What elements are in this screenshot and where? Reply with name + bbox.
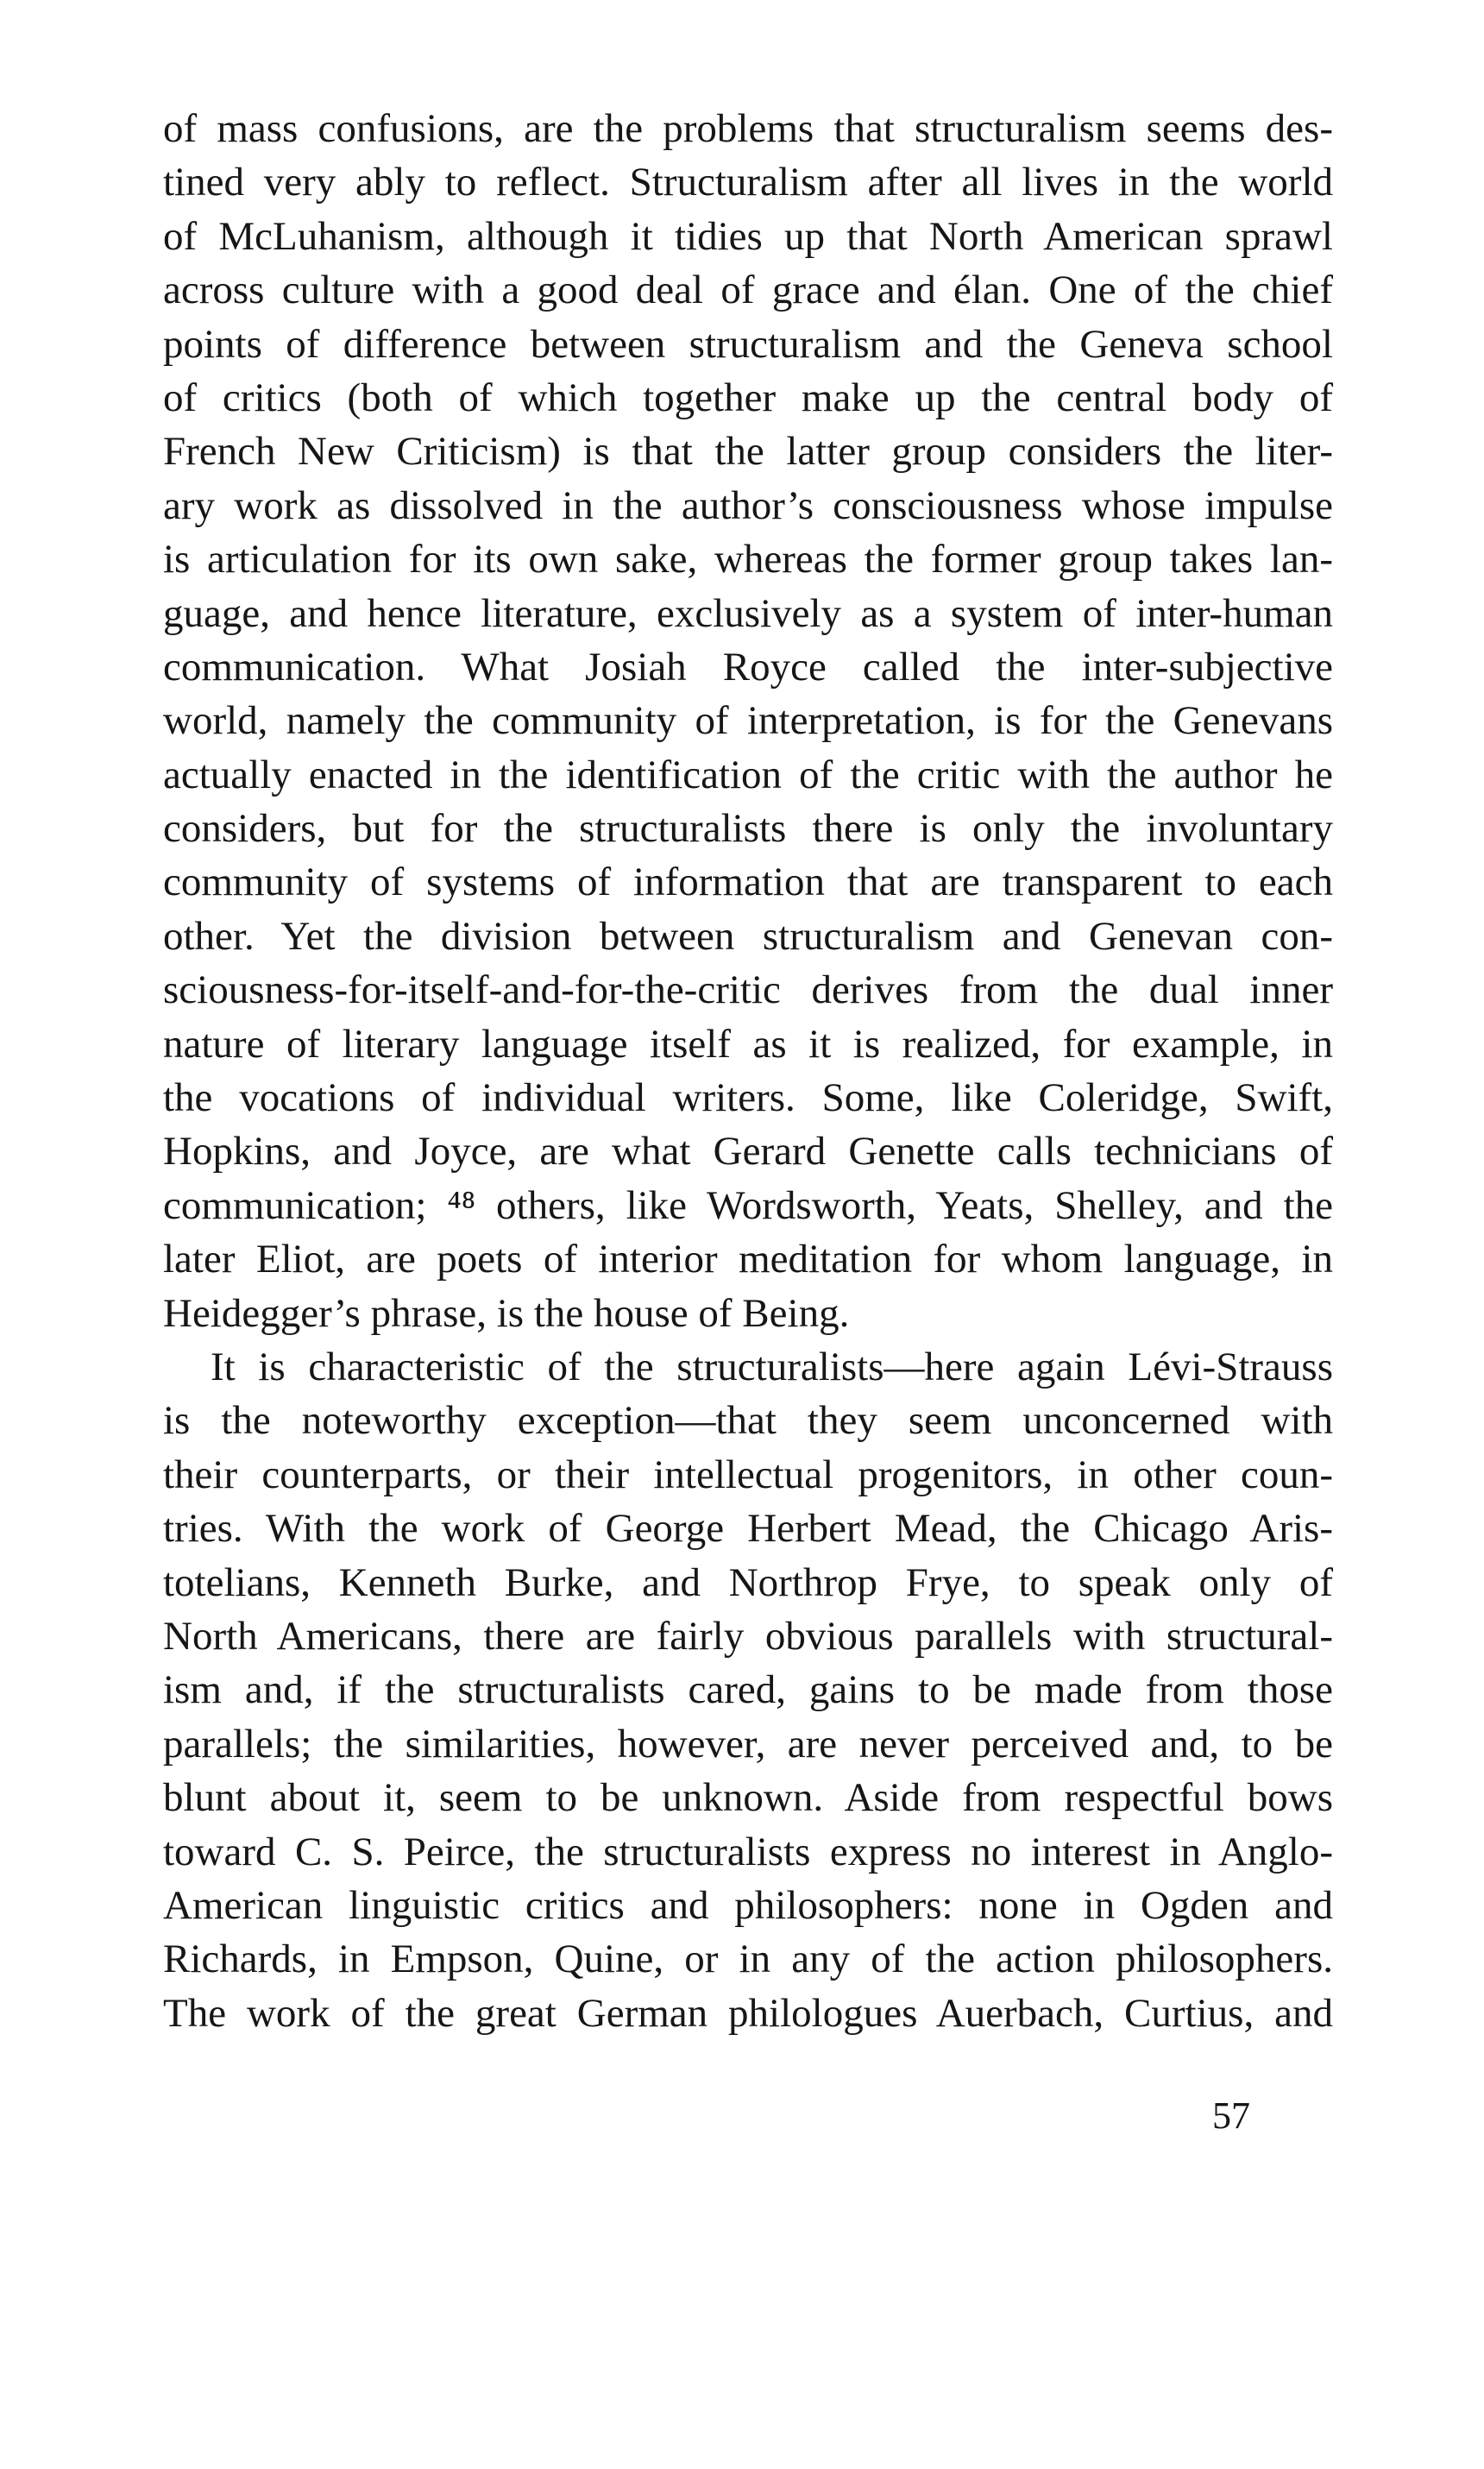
text-line: parallels; the similarities, however, are never perceived and, to be [163,1721,1333,1767]
text-line: American linguistic critics and philosophers: none in Ogden and [163,1882,1333,1928]
paragraph-2 [163,1340,1333,2040]
text-line: points of difference between structuralism and the Geneva school [163,321,1333,367]
text-line: guage, and hence literature, exclusively as a system of inter-human [163,590,1333,636]
text-line: North Americans, there are fairly obvious parallels with structural- [163,1613,1333,1659]
text-line: ary work as dissolved in the author’s consciousness whose impulse [163,482,1333,528]
text-line: nature of literary language itself as it is realized, for example, in [163,1021,1333,1067]
text-line: Hopkins, and Joyce, are what Gerard Genette calls technicians of [163,1129,1333,1175]
text-line: across culture with a good deal of grace and élan. One of the chief [163,268,1333,313]
text-line: of critics (both of which together make up the central body of [163,375,1333,420]
text-line: sciousness-for-itself-and-for-the-critic derives from the dual inner [163,967,1333,1013]
text-line: communication; ⁴⁸ others, like Wordsworth, Yeats, Shelley, and the [163,1182,1333,1228]
paragraph-1 [163,102,1333,1340]
text-line: their counterparts, or their intellectual progenitors, in other coun- [163,1452,1333,1497]
body-text [163,102,1333,2040]
text-line: The work of the great German philologues Auerbach, Curtius, and [163,1990,1333,2036]
text-line: blunt about it, seem to be unknown. Aside from respectful bows [163,1775,1333,1821]
text-line: totelians, Kenneth Burke, and Northrop Frye, to speak only of [163,1559,1333,1605]
text-line: tries. With the work of George Herbert Mead, the Chicago Aris- [163,1506,1333,1552]
text-line: Heidegger’s phrase, is the house of Being. [163,1290,850,1336]
text-line: community of systems of information that are transparent to each [163,860,1333,905]
text-line: world, namely the community of interpretation, is for the Genevans [163,698,1333,744]
text-line: toward C. S. Peirce, the structuralists express no interest in Anglo- [163,1829,1333,1874]
text-line: later Eliot, are poets of interior meditation for whom language, in [163,1237,1333,1282]
text-line: ism and, if the structuralists cared, gains to be made from those [163,1667,1333,1713]
text-line: French New Criticism) is that the latter group considers the liter- [163,429,1333,475]
text-line: considers, but for the structuralists there is only the involuntary [163,806,1333,852]
text-line: actually enacted in the identification of the critic with the author he [163,752,1333,797]
text-line: communication. What Josiah Royce called the inter-subjective [163,644,1333,690]
text-line: other. Yet the division between structuralism and Genevan con- [163,913,1333,959]
text-line: of mass confusions, are the problems that structuralism seems des- [163,106,1333,151]
page-number: 57 [1212,2094,1250,2137]
text-line: is articulation for its own sake, whereas the former group takes lan- [163,537,1333,583]
text-line: Richards, in Empson, Quine, or in any of the action philosophers. [163,1937,1333,1982]
text-line: tined very ably to reflect. Structuralism after all lives in the world [163,160,1333,205]
text-line: the vocations of individual writers. Some, like Coleridge, Swift, [163,1075,1333,1121]
text-line: It is characteristic of the structuralists—here again Lévi-Strauss [211,1344,1333,1389]
text-line: of McLuhanism, although it tidies up that North American sprawl [163,213,1333,259]
text-line: is the noteworthy exception—that they seem unconcerned with [163,1398,1333,1444]
